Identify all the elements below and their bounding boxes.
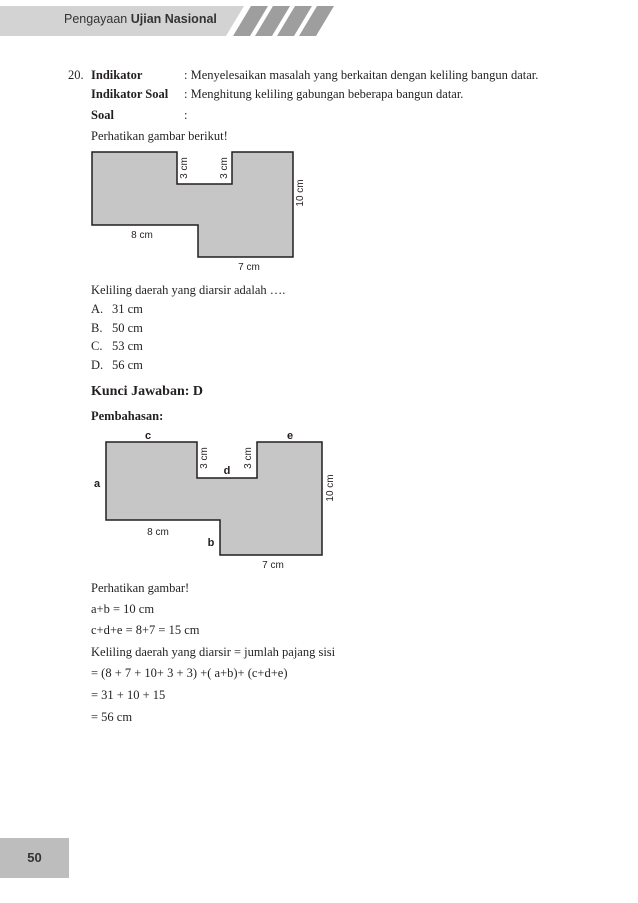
label-3cm-right: 3 cm [243,447,254,469]
label-3cm-right: 3 cm [219,157,230,179]
option-letter: C. [91,339,103,353]
soal-value: : [184,108,188,122]
soal-label: Soal [91,108,114,122]
label-3cm-left: 3 cm [179,157,190,179]
label-3cm-left: 3 cm [199,447,210,469]
solution-line: = 31 + 10 + 15 [91,688,166,702]
label-e: e [286,430,294,442]
option-text: 56 cm [112,358,143,372]
solution-line: a+b = 10 cm [91,602,155,616]
header-title-bold: Ujian Nasional [130,12,217,26]
question-number: 20. [68,68,84,82]
solution-line: Perhatikan gambar! [91,581,190,595]
label-8cm: 8 cm [147,527,169,538]
page-number-box [0,838,69,878]
question-instruction: Perhatikan gambar berikut! [91,129,228,143]
indikator-soal-label: Indikator Soal [91,87,169,101]
question-prompt: Keliling daerah yang diarsir adalah …. [91,283,286,297]
label-c: c [144,430,152,442]
page-number: 50 [27,850,42,865]
label-a: a [93,478,101,490]
option-text: 53 cm [112,339,143,353]
option-text: 50 cm [112,321,143,335]
solution-line: Keliling daerah yang diarsir = jumlah pajang sisi [91,645,336,659]
discussion-title: Pembahasan: [91,409,164,423]
label-10cm: 10 cm [325,474,336,502]
label-10cm: 10 cm [295,179,306,207]
indikator-label: Indikator [91,68,143,82]
label-8cm: 8 cm [131,230,153,241]
option-letter: B. [91,321,103,335]
solution-line: c+d+e = 8+7 = 15 cm [91,623,200,637]
indikator-value: : Menyelesaikan masalah yang berkaitan dengan keliling bangun datar. [184,68,539,82]
label-7cm: 7 cm [238,262,260,273]
answer-key: Kunci Jawaban: D [91,384,204,399]
label-d: d [223,465,231,477]
label-b: b [207,537,215,549]
indikator-soal-value: : Menghitung keliling gabungan beberapa bangun datar. [184,87,464,101]
solution-line: = (8 + 7 + 10+ 3 + 3) +( a+b)+ (c+d+e) [91,666,288,680]
header-prefix: Pengayaan [64,12,128,26]
solution-line: = 56 cm [91,710,133,724]
label-7cm: 7 cm [262,560,284,571]
option-letter: A. [91,302,104,316]
option-letter: D. [91,358,104,372]
option-text: 31 cm [112,302,143,316]
